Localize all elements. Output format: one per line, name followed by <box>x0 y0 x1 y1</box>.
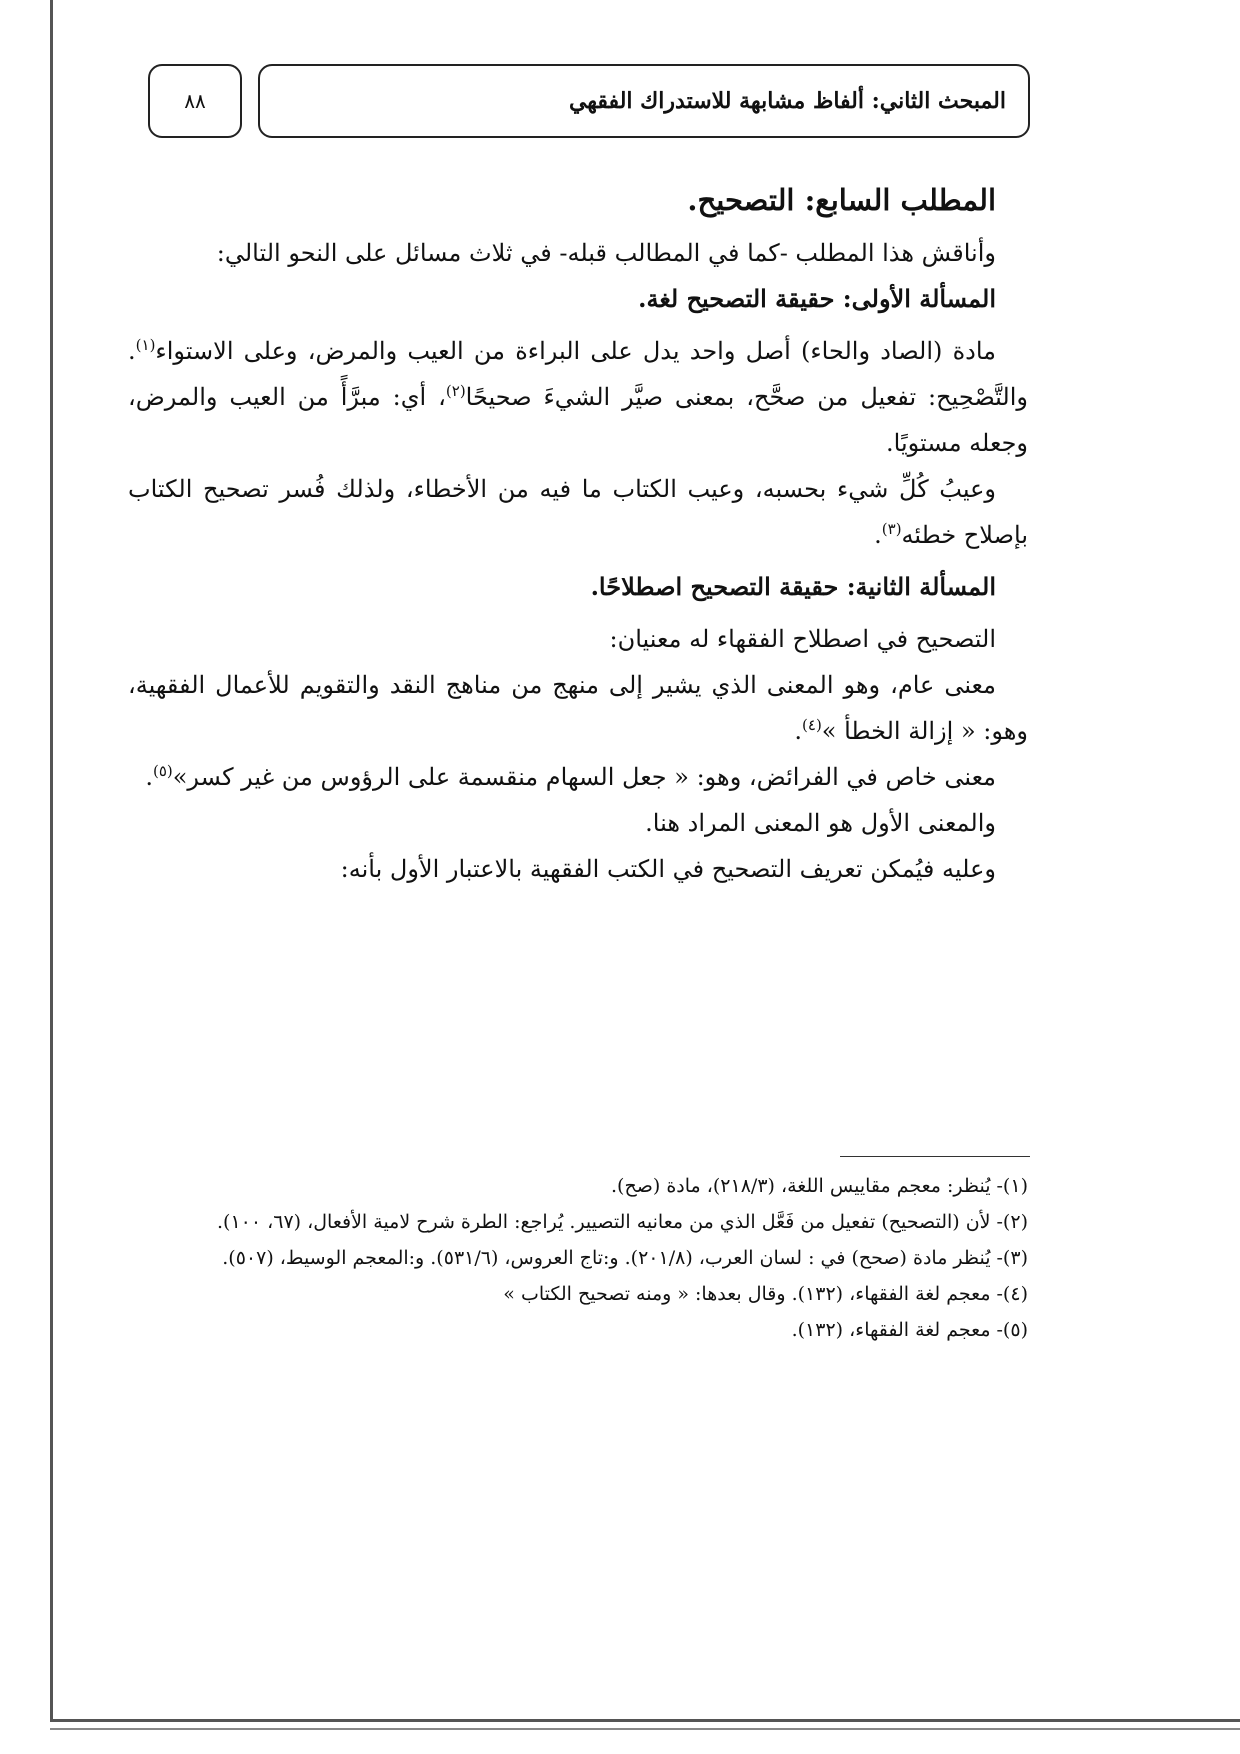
page-number: ٨٨ <box>184 89 206 113</box>
footnotes <box>128 1168 1028 1348</box>
paragraph-7: وعليه فيُمكن تعريف التصحيح في الكتب الفقهية بالاعتبار الأول بأنه: <box>340 855 996 883</box>
footnote-ref-2: (٢) <box>445 382 466 400</box>
page-frame-left <box>50 0 53 1722</box>
paragraph-1: مادة (الصاد والحاء) أصل واحد يدل على البراءة من العيب والمرض، وعلى الاستواء$^{(١)}$. والتَّصْحِيح: تفعيل من صحَّح، بمعنى صيَّر الشيءَ صحيحًا$^{(٢)}$، أي: مبرَّأً من العيب والمرض، وجعله مستويًا. <box>128 336 1028 457</box>
page-frame-bottom <box>50 1719 1240 1722</box>
running-header-title: المبحث الثاني: ألفاظ مشابهة للاستدراك الفقهي <box>568 88 1006 114</box>
footnote-3: (٣)-يُنظر مادة (صحح) في : لسان العرب، (٢٠١/٨). و:تاج العروس، (٥٣١/٦). و:المعجم الوسيط، (٥٠٧). <box>222 1247 1028 1269</box>
footnote-ref-5: (٥) <box>152 762 173 780</box>
footnote-1: (١)-يُنظر: معجم مقاييس اللغة، (٢١٨/٣)، مادة (صح). <box>611 1175 1028 1197</box>
footnote-4: (٤)-معجم لغة الفقهاء، (١٣٢). وقال بعدها: « ومنه تصحيح الكتاب » <box>503 1283 1028 1305</box>
intro-paragraph: وأناقش هذا المطلب -كما في المطالب قبله- في ثلاث مسائل على النحو التالي: <box>216 239 996 267</box>
paragraph-2: وعيبُ كُلِّ شيء بحسبه، وعيب الكتاب ما فيه من الأخطاء، ولذلك فُسر تصحيح الكتاب بإصلاح خطئه$^{(٣)}$. <box>128 475 1028 549</box>
section-heading-main: المطلب السابع: التصحيح. <box>687 183 996 217</box>
main-content <box>128 170 1028 892</box>
footnote-5: (٥)-معجم لغة الفقهاء، (١٣٢). <box>791 1319 1028 1341</box>
footnote-ref-4: (٤) <box>802 716 822 734</box>
subsection-heading-1: المسألة الأولى: حقيقة التصحيح لغة. <box>638 284 996 313</box>
paragraph-6: والمعنى الأول هو المعنى المراد هنا. <box>645 809 996 837</box>
paragraph-5: معنى خاص في الفرائض، وهو: « جعل السهام منقسمة على الرؤوس من غير كسر»$^{(٥)}$. <box>145 762 996 791</box>
footnote-2: (٢)-لأن (التصحيح) تفعيل من فَعَّل الذي من معانيه التصيير. يُراجع: الطرة شرح لامية الأفعال، (٦٧، ١٠٠). <box>217 1211 1028 1233</box>
subsection-heading-2: المسألة الثانية: حقيقة التصحيح اصطلاحًا. <box>590 572 996 601</box>
page-frame-bottom-shadow <box>50 1728 1240 1730</box>
running-header-title-box <box>258 64 1030 138</box>
footnote-separator <box>840 1156 1030 1157</box>
page-number-box <box>148 64 242 138</box>
paragraph-4: معنى عام، وهو المعنى الذي يشير إلى منهج من مناهج النقد والتقويم للأعمال الفقهية، وهو: « إزالة الخطأ »$^{(٤)}$. <box>128 671 1028 745</box>
footnote-ref-3: (٣) <box>881 520 902 538</box>
paragraph-3: التصحيح في اصطلاح الفقهاء له معنيان: <box>609 625 996 653</box>
footnote-ref-1: (١) <box>135 336 156 354</box>
